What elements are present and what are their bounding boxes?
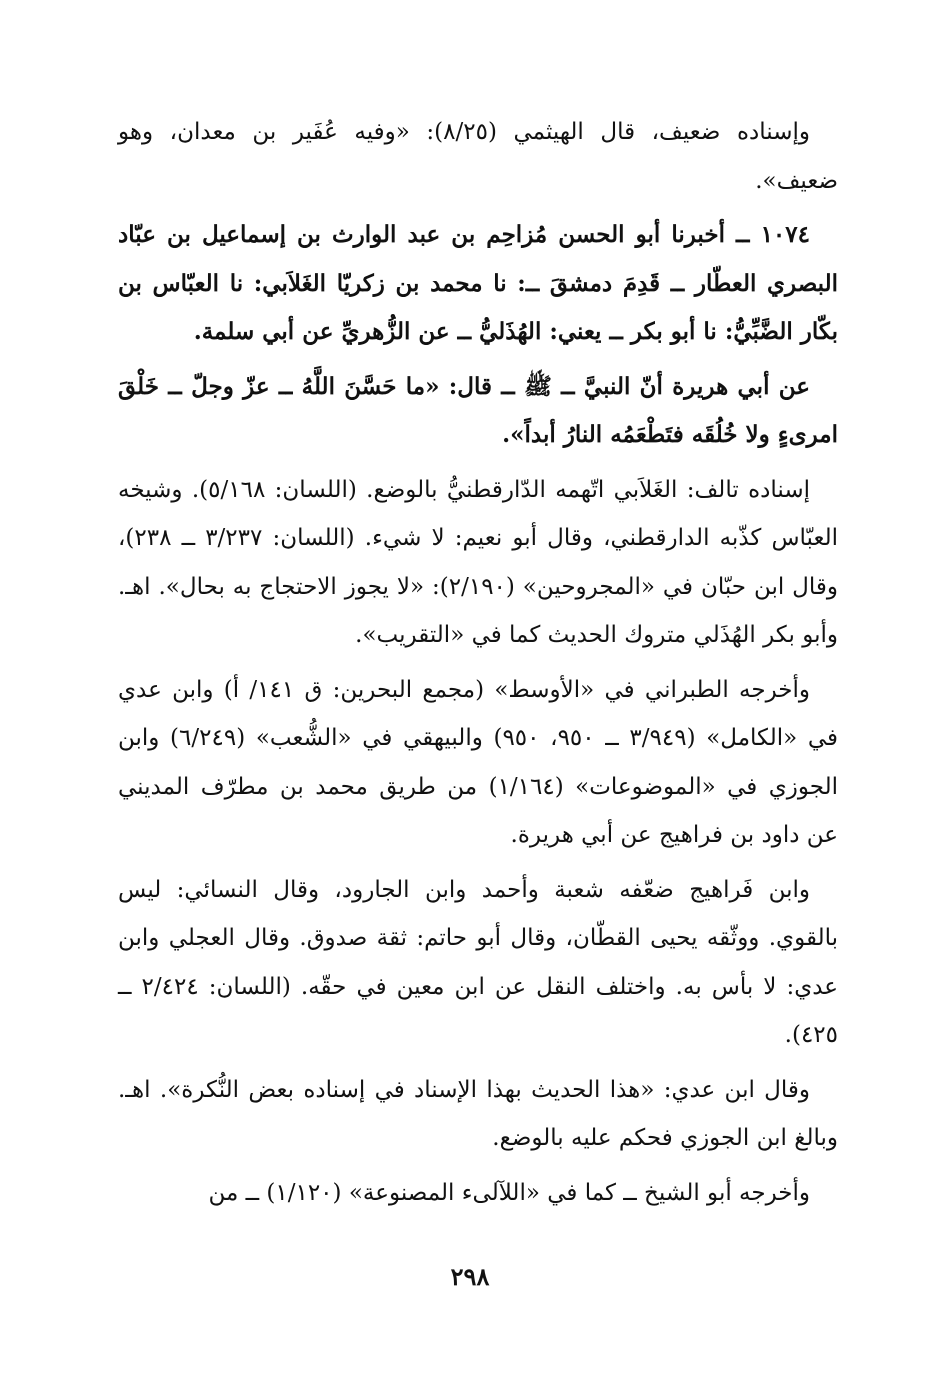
note-paragraph-2: إسناده تالف: الغَلاَبي اتّهمه الدّارقطنيُّ بالوضع. (اللسان: ٥/١٦٨). وشيخه العبّاس كذّبه الدارقطني، وقال أبو نعيم: لا شيء. (اللسان: ٣/٢٣٧ ــ ٢٣٨)، وقال ابن حبّان في «المجروحين» (٢/١٩٠): «لا يجوز الاحتجاج به بحال». اهـ. وأبو بكر الهُذَلي متروك الحديث كما في «التقريب». — [118, 476, 839, 648]
page-body — [118, 108, 838, 1223]
note-paragraph-4: وابن فَراهيج ضعّفه شعبة وأحمد وابن الجارود، وقال النسائي: ليس بالقوي. ووثّقه يحيى القطّان، وقال أبو حاتم: ثقة صدوق. وقال العجلي وابن عدي: لا بأس به. واختلف النقل عن ابن معين في حقّه. (اللسان: ٢/٤٢٤ ــ ٤٢٥). — [118, 876, 838, 1048]
hadith-matn-paragraph: عن أبي هريرة أنّ النبيَّ ــ ﷺ ــ قال: «ما حَسَّنَ اللَّهُ ــ عزّ وجلّ ــ خَلْقَ امرىءٍ ولا خُلُقَه فتَطْعَمُه النارُ أبداً». — [118, 372, 838, 448]
note-paragraph-5: وقال ابن عدي: «هذا الحديث بهذا الإسناد في إسناده بعض النُّكرة». اهـ. وبالغ ابن الجوزي فحكم عليه بالوضع. — [118, 1076, 838, 1151]
hadith-isnad-paragraph: ١٠٧٤ ــ أخبرنا أبو الحسن مُزاحِم بن عبد الوارث بن إسماعيل بن عبّاد البصري العطّار ــ قَدِمَ دمشقَ ــ: نا محمد بن زكريّا الغَلاَبي: نا العبّاس بن بكّار الضَّبِّيُّ: نا أبو بكر ــ يعني: الهُذَليُّ ــ عن الزُّهريِّ عن أبي سلمة. — [118, 221, 838, 345]
page-number: ٢٩٨ — [450, 1262, 490, 1291]
note-paragraph-1: وإسناده ضعيف، قال الهيثمي (٨/٢٥): «وفيه عُفَير بن معدان، وهو ضعيف». — [118, 119, 838, 194]
note-paragraph-6: وأخرجه أبو الشيخ ــ كما في «اللآلىء المصنوعة» (١/١٢٠) ــ من — [208, 1179, 810, 1206]
note-paragraph-3: وأخرجه الطبراني في «الأوسط» (مجمع البحرين: ق ١٤١/ أ) وابن عدي في «الكامل» (٣/٩٤٩ ــ ٩٥٠، ٩٥٠) والبيهقي في «الشُّعب» (٦/٢٤٩) وابن الجوزي في «الموضوعات» (١/١٦٤) من طريق محمد بن مطرّف المديني عن داود بن فراهيج عن أبي هريرة. — [118, 676, 839, 848]
